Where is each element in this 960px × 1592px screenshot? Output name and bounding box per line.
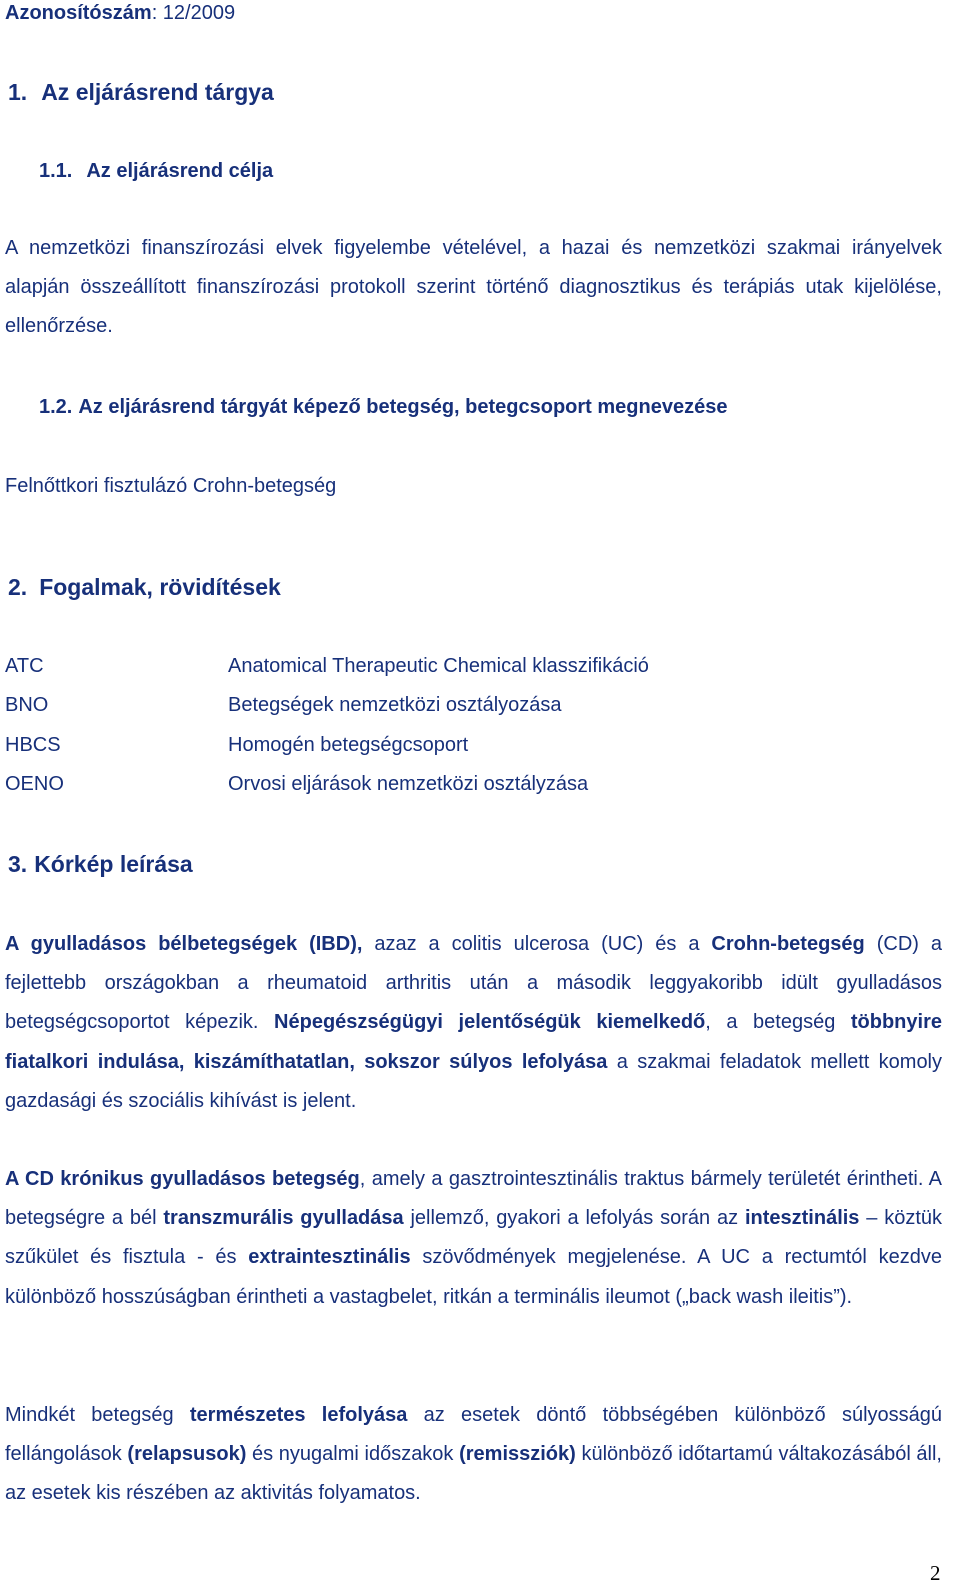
section-3-paragraph-3	[5, 1396, 942, 1514]
abbreviation-description: Orvosi eljárások nemzetközi osztályzása	[228, 773, 589, 795]
abbreviation-row	[5, 734, 945, 760]
text-bold: intesztinális	[744, 1207, 860, 1230]
text-bold: A CD krónikus gyulladásos betegség	[5, 1168, 360, 1190]
section-number: 1.	[8, 79, 28, 105]
text-run: jellemző, gyakori a lefolyás során az	[403, 1207, 745, 1230]
section-title: Az eljárásrend tárgya	[41, 79, 274, 105]
abbreviation-code: BNO	[5, 694, 49, 716]
abbreviation-description: Anatomical Therapeutic Chemical klasszifikáció	[228, 655, 649, 677]
text-run: , a betegség	[705, 1011, 851, 1034]
section-1-1-heading	[39, 160, 273, 183]
text-run: és nyugalmi időszakok	[246, 1443, 460, 1466]
abbreviation-code: OENO	[5, 773, 64, 795]
section-1-2-heading	[39, 396, 727, 419]
text-bold: Népegészségügyi jelentőségük kiemelkedő	[274, 1011, 706, 1034]
text-run: különböző időtartamú váltakozásából áll, az esetek kis részében az aktivitás folyamatos.	[5, 1443, 942, 1505]
text-run: azaz a colitis ulcerosa (UC) és a	[362, 933, 712, 955]
section-title: Fogalmak, rövidítések	[39, 574, 281, 600]
section-2-heading	[8, 574, 281, 601]
section-3-heading	[8, 851, 193, 878]
text-run: – köztük szűkület és fisztula - és	[5, 1207, 943, 1269]
section-title: Az eljárásrend célja	[86, 160, 274, 182]
abbreviation-row	[5, 773, 945, 799]
text-run: (CD) a fejlettebb országokban a rheumatoid arthritis után a második leggyakoribb idült gyulladásos betegségcsoportot képezik.	[5, 933, 942, 1034]
document-id	[5, 2, 235, 25]
text-bold: Crohn-betegség	[711, 933, 865, 955]
abbreviation-description: Homogén betegségcsoport	[228, 734, 469, 756]
text-bold: többnyire fiatalkori indulása, kiszámíthatatlan, sokszor súlyos lefolyása	[5, 1011, 942, 1073]
section-1-heading	[8, 79, 274, 106]
section-title: Kórkép leírása	[34, 851, 193, 877]
abbreviation-code: HBCS	[5, 734, 61, 756]
document-id-label: Azonosítószám	[5, 2, 152, 24]
text-bold: természetes lefolyása	[189, 1404, 408, 1426]
section-number: 1.2.	[39, 396, 73, 418]
document-id-value: : 12/2009	[151, 2, 236, 24]
text-bold: (remissziók)	[459, 1443, 576, 1466]
section-number: 2.	[8, 574, 28, 600]
page-number: 2	[930, 1561, 941, 1585]
abbreviation-row	[5, 694, 945, 720]
text-run: Mindkét betegség	[5, 1404, 190, 1426]
section-number: 1.1.	[39, 160, 73, 182]
abbreviation-code: ATC	[5, 655, 44, 677]
text-bold: A gyulladásos bélbetegségek (IBD),	[5, 933, 363, 955]
section-number: 3.	[8, 851, 28, 877]
abbreviation-row	[5, 655, 945, 681]
text-run: a szakmai feladatok mellett komoly gazdasági és szociális kihívást is jelent.	[5, 1050, 943, 1112]
text-run: az esetek döntő többségében különböző súlyosságú fellángolások	[5, 1404, 943, 1466]
text-bold: transzmurális gyulladása	[163, 1207, 404, 1230]
section-3-paragraph-1	[5, 925, 942, 1121]
text-run: szövődmények megjelenése. A UC a rectumtól kezdve különböző hosszúságban érintheti a vastagbelet, ritkán a terminális ileumot („back wash ileitis”).	[5, 1246, 942, 1308]
text-bold: extraintesztinális	[248, 1246, 411, 1269]
section-1-1-paragraph: A nemzetközi finanszírozási elvek figyelembe vételével, a hazai és nemzetközi szakmai irányelvek alapján összeállított finanszírozási protokoll szerint történő diagnosztikus és terápiás utak kijelölése, ellenőrzése.	[5, 237, 942, 338]
text-run: , amely a gasztrointesztinális traktus bármely területét érintheti. A betegségre a bél	[5, 1168, 942, 1230]
section-1-2-paragraph: Felnőttkori fisztulázó Crohn-betegség	[5, 475, 337, 497]
abbreviation-description: Betegségek nemzetközi osztályozása	[228, 694, 562, 716]
text-bold: (relapsusok)	[127, 1443, 247, 1466]
section-title: Az eljárásrend tárgyát képező betegség, betegcsoport megnevezése	[78, 396, 728, 418]
section-3-paragraph-2	[5, 1160, 942, 1317]
